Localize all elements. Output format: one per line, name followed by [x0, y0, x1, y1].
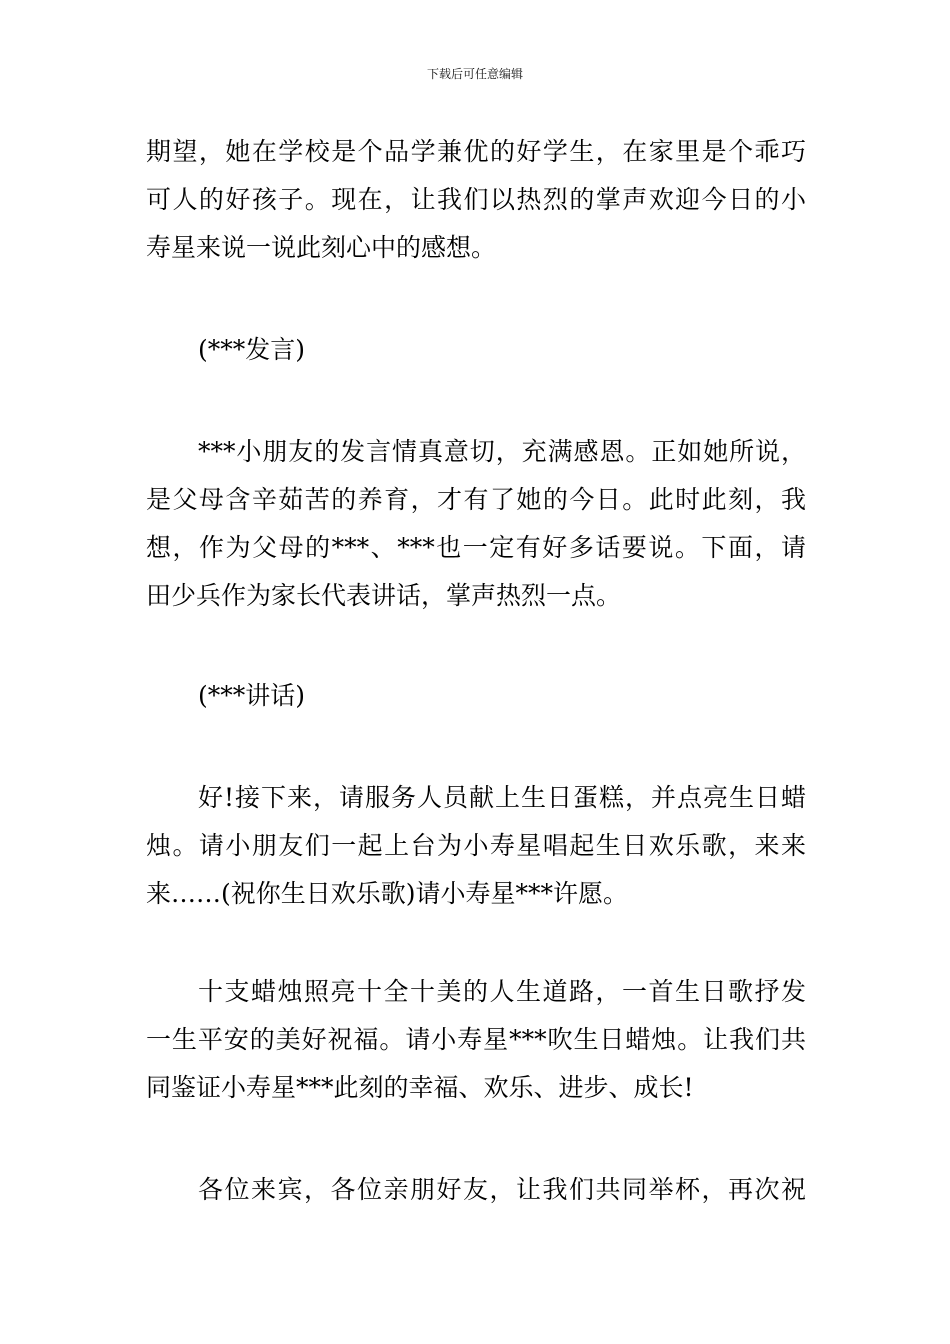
paragraph-line: 同鉴证小寿星***此刻的幸福、欢乐、进步、成长! [146, 1073, 694, 1102]
paragraph-line: 烛。请小朋友们一起上台为小寿星唱起生日欢乐歌，来来 [146, 831, 806, 860]
paragraph-line: 来……(祝你生日欢乐歌)请小寿星***许愿。 [146, 879, 629, 908]
paragraph-5 [146, 774, 806, 918]
page-header: 下载后可任意编辑 [426, 67, 523, 81]
paragraph-line: 好!接下来，请服务人员献上生日蛋糕，并点亮生日蜡 [198, 783, 806, 812]
paragraph-line: 期望，她在学校是个品学兼优的好学生，在家里是个乖巧 [146, 137, 806, 166]
paragraph-1 [146, 128, 806, 272]
paragraph-7 [146, 1166, 806, 1214]
paragraph-line: 十支蜡烛照亮十全十美的人生道路，一首生日歌抒发 [198, 977, 806, 1006]
paragraph-line: (***发言) [198, 335, 306, 364]
paragraph-line: (***讲话) [198, 681, 306, 710]
paragraph-3 [146, 428, 806, 620]
paragraph-line: ***小朋友的发言情真意切，充满感恩。正如她所说， [198, 437, 806, 466]
paragraph-line: 想，作为父母的***、***也一定有好多话要说。下面，请 [146, 533, 806, 562]
paragraph-line: 各位来宾，各位亲朋好友，让我们共同举杯，再次祝 [198, 1175, 806, 1204]
paragraph-line: 是父母含辛茹苦的养育，才有了她的今日。此时此刻，我 [146, 485, 806, 514]
paragraph-6 [146, 968, 806, 1112]
paragraph-2 [146, 326, 806, 374]
paragraph-line: 寿星来说一说此刻心中的感想。 [146, 233, 497, 262]
paragraph-line: 一生平安的美好祝福。请小寿星***吹生日蜡烛。让我们共 [146, 1025, 806, 1054]
paragraph-line: 田少兵作为家长代表讲话，掌声热烈一点。 [146, 581, 622, 610]
paragraph-line: 可人的好孩子。现在，让我们以热烈的掌声欢迎今日的小 [146, 185, 806, 214]
paragraph-4 [146, 672, 806, 720]
